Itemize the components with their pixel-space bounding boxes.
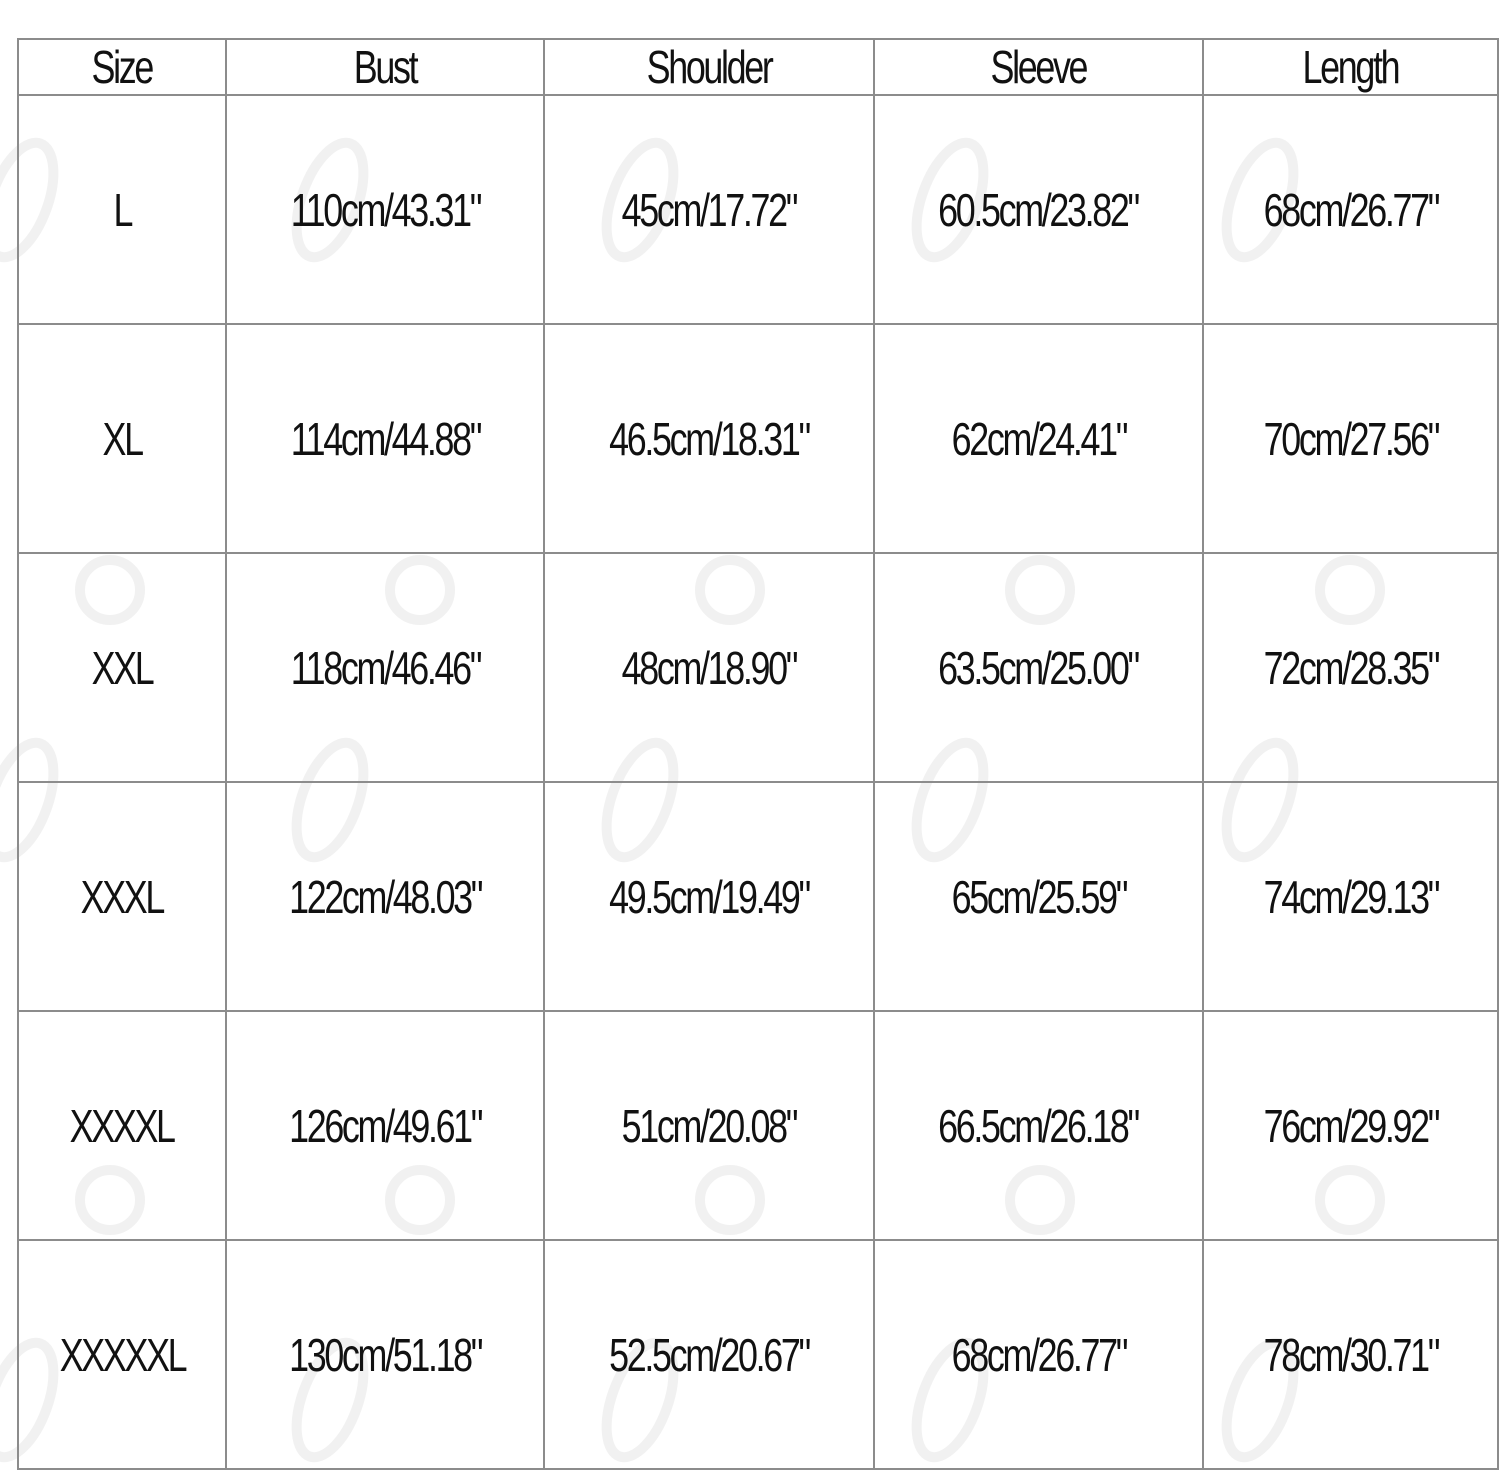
table-row xyxy=(18,782,1498,1011)
cell-text: XXXXL xyxy=(70,1099,174,1152)
cell-length xyxy=(1203,324,1498,553)
header-shoulder-label: Shoulder xyxy=(646,41,772,93)
cell-text: 70cm/27.56" xyxy=(1263,412,1438,465)
table-row xyxy=(18,1011,1498,1240)
cell-text: 65cm/25.59" xyxy=(951,870,1126,923)
header-sleeve-label: Sleeve xyxy=(990,41,1087,93)
cell-shoulder xyxy=(544,1240,874,1469)
cell-text: 110cm/43.31" xyxy=(290,183,480,236)
header-bust xyxy=(226,39,544,95)
cell-size xyxy=(18,1011,226,1240)
cell-length xyxy=(1203,1240,1498,1469)
cell-bust xyxy=(226,782,544,1011)
cell-text: 51cm/20.08" xyxy=(621,1099,797,1152)
cell-length xyxy=(1203,782,1498,1011)
cell-text: 68cm/26.77" xyxy=(951,1328,1126,1381)
cell-text: 60.5cm/23.82" xyxy=(938,183,1139,236)
cell-shoulder xyxy=(544,782,874,1011)
cell-text: 52.5cm/20.67" xyxy=(609,1328,809,1381)
cell-size xyxy=(18,95,226,324)
cell-text: XXL xyxy=(91,641,153,694)
table-row xyxy=(18,1240,1498,1469)
cell-sleeve xyxy=(874,95,1203,324)
cell-text: 118cm/46.46" xyxy=(290,641,480,694)
cell-text: 78cm/30.71" xyxy=(1263,1328,1438,1381)
cell-shoulder xyxy=(544,95,874,324)
cell-length xyxy=(1203,1011,1498,1240)
cell-sleeve xyxy=(874,782,1203,1011)
cell-sleeve xyxy=(874,1011,1203,1240)
table-row xyxy=(18,553,1498,782)
cell-text: 68cm/26.77" xyxy=(1263,183,1438,236)
cell-bust xyxy=(226,553,544,782)
cell-text: XXXL xyxy=(80,870,164,923)
cell-length xyxy=(1203,95,1498,324)
cell-text: 114cm/44.88" xyxy=(290,412,480,465)
cell-text: 49.5cm/19.49" xyxy=(609,870,809,923)
table-header xyxy=(18,39,1498,95)
cell-size xyxy=(18,553,226,782)
size-chart-table xyxy=(17,38,1499,1470)
cell-text: XL xyxy=(102,412,142,465)
cell-text: 76cm/29.92" xyxy=(1263,1099,1438,1152)
cell-text: 126cm/49.61" xyxy=(288,1099,482,1152)
cell-shoulder xyxy=(544,553,874,782)
cell-text: 122cm/48.03" xyxy=(288,870,482,923)
header-shoulder xyxy=(544,39,874,95)
cell-shoulder xyxy=(544,324,874,553)
cell-text: 66.5cm/26.18" xyxy=(938,1099,1139,1152)
cell-sleeve xyxy=(874,1240,1203,1469)
cell-text: 74cm/29.13" xyxy=(1263,870,1438,923)
cell-sleeve xyxy=(874,324,1203,553)
cell-size xyxy=(18,1240,226,1469)
cell-text: 130cm/51.18" xyxy=(288,1328,482,1381)
cell-bust xyxy=(226,324,544,553)
header-size xyxy=(18,39,226,95)
cell-sleeve xyxy=(874,553,1203,782)
cell-text: 62cm/24.41" xyxy=(951,412,1126,465)
header-bust-label: Bust xyxy=(353,41,417,93)
table-row xyxy=(18,95,1498,324)
cell-text: 63.5cm/25.00" xyxy=(938,641,1139,694)
cell-text: 45cm/17.72" xyxy=(621,183,797,236)
cell-size xyxy=(18,324,226,553)
header-sleeve xyxy=(874,39,1203,95)
cell-text: L xyxy=(113,183,131,236)
cell-text: 48cm/18.90" xyxy=(621,641,797,694)
header-length-label: Length xyxy=(1302,41,1399,93)
table-row xyxy=(18,324,1498,553)
cell-text: 72cm/28.35" xyxy=(1263,641,1438,694)
cell-bust xyxy=(226,1240,544,1469)
header-row xyxy=(18,39,1498,95)
cell-length xyxy=(1203,553,1498,782)
cell-size xyxy=(18,782,226,1011)
cell-bust xyxy=(226,1011,544,1240)
header-length xyxy=(1203,39,1498,95)
cell-shoulder xyxy=(544,1011,874,1240)
cell-text: 46.5cm/18.31" xyxy=(609,412,809,465)
header-size-label: Size xyxy=(91,41,153,93)
cell-text: XXXXXL xyxy=(59,1328,185,1381)
table-body xyxy=(18,95,1498,1469)
cell-bust xyxy=(226,95,544,324)
